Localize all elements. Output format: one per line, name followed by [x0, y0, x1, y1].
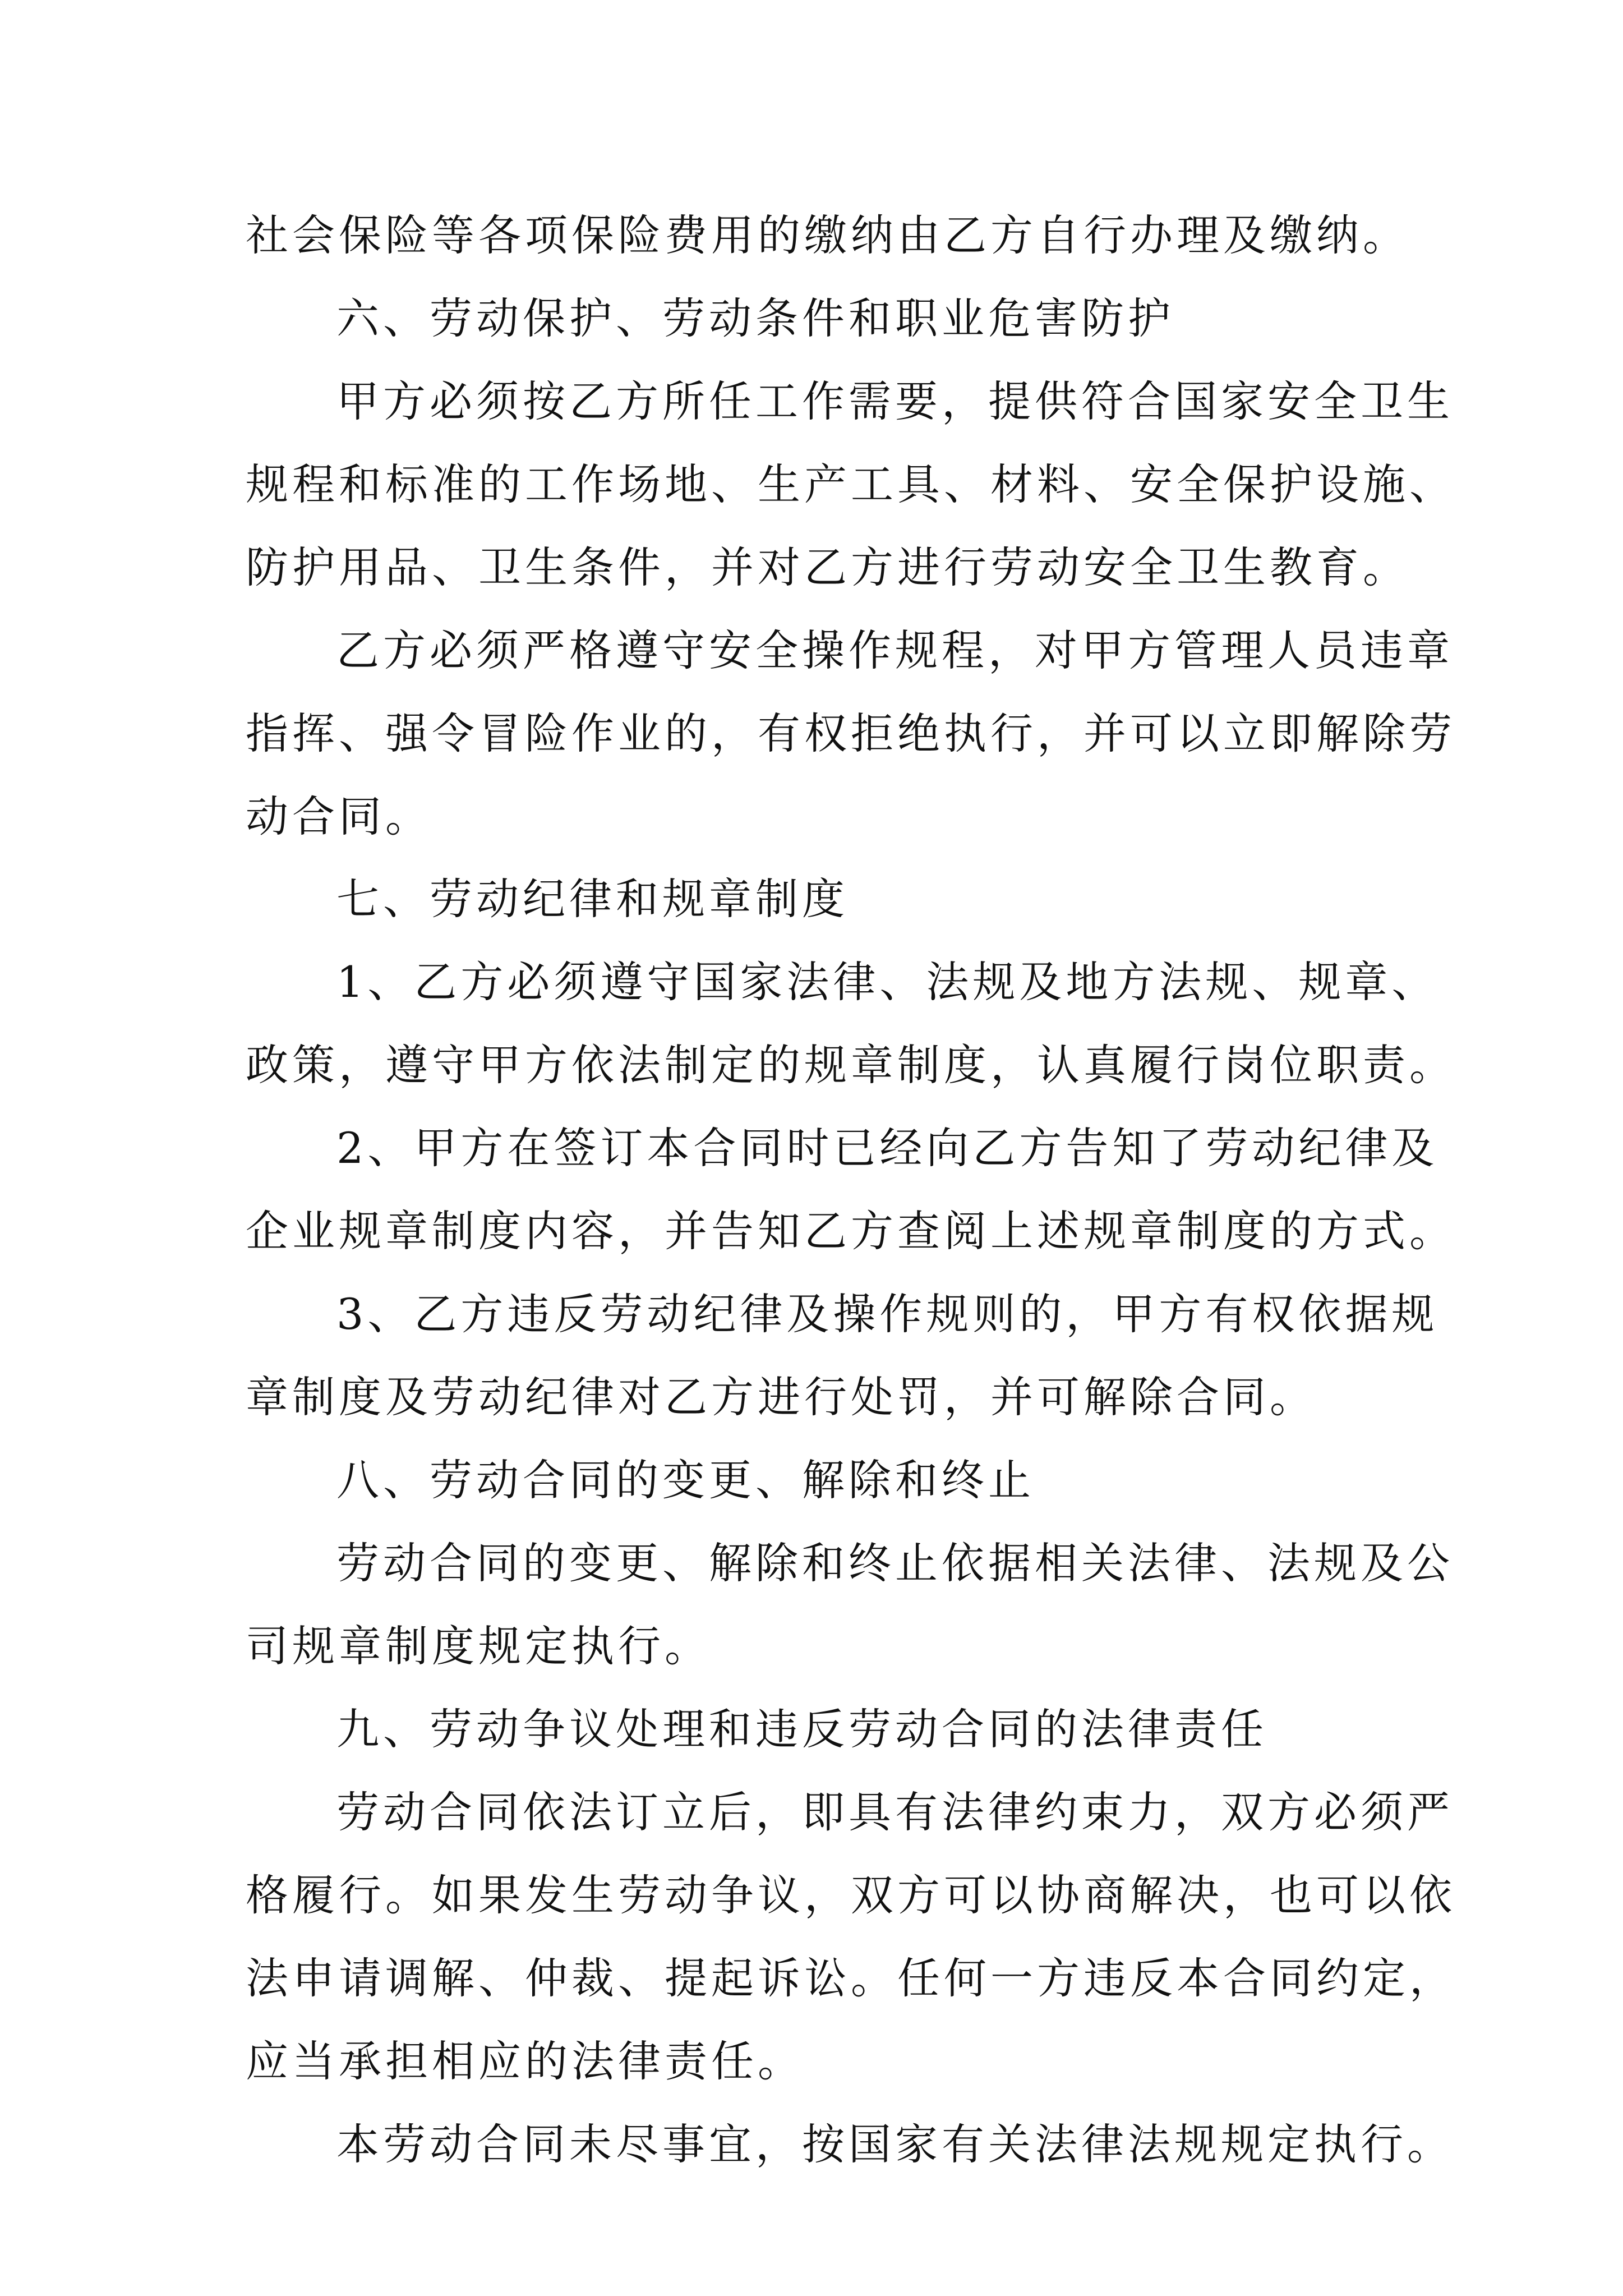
- paragraph-line: 乙方必须严格遵守安全操作规程，对甲方管理人员违章: [336, 625, 1454, 675]
- paragraph-line: 格履行。如果发生劳动争议，双方可以协商解决，也可以依: [246, 1870, 1456, 1920]
- section-heading: 七、劳动纪律和规章制度: [336, 874, 849, 924]
- paragraph-line: 本劳动合同未尽事宜，按国家有关法律法规规定执行。: [336, 2119, 1454, 2169]
- section-heading: 八、劳动合同的变更、解除和终止: [336, 1455, 1035, 1505]
- paragraph-line: 社会保险等各项保险费用的缴纳由乙方自行办理及缴纳。: [246, 210, 1409, 260]
- paragraph-line: 甲方必须按乙方所任工作需要，提供符合国家安全卫生: [336, 376, 1454, 426]
- paragraph-line: 法申请调解、仲裁、提起诉讼。任何一方违反本合同约定，: [246, 1953, 1456, 2003]
- paragraph-line: 章制度及劳动纪律对乙方进行处罚，并可解除合同。: [246, 1372, 1316, 1422]
- section-heading: 九、劳动争议处理和违反劳动合同的法律责任: [336, 1704, 1267, 1754]
- paragraph-line: 3、乙方违反劳动纪律及操作规则的，甲方有权依据规: [336, 1289, 1438, 1339]
- paragraph-line: 2、甲方在签订本合同时已经向乙方告知了劳动纪律及: [336, 1123, 1438, 1173]
- paragraph-line: 企业规章制度内容，并告知乙方查阅上述规章制度的方式。: [246, 1206, 1456, 1256]
- paragraph-line: 动合同。: [246, 792, 432, 841]
- section-heading: 六、劳动保护、劳动条件和职业危害防护: [336, 293, 1174, 343]
- paragraph-line: 劳动合同的变更、解除和终止依据相关法律、法规及公: [336, 1538, 1454, 1588]
- paragraph-line: 劳动合同依法订立后，即具有法律约束力，双方必须严: [336, 1787, 1454, 1837]
- paragraph-line: 司规章制度规定执行。: [246, 1621, 711, 1671]
- paragraph-line: 指挥、强令冒险作业的，有权拒绝执行，并可以立即解除劳: [246, 708, 1456, 758]
- paragraph-line: 应当承担相应的法律责任。: [246, 2036, 804, 2086]
- paragraph-line: 防护用品、卫生条件，并对乙方进行劳动安全卫生教育。: [246, 542, 1409, 592]
- paragraph-line: 政策，遵守甲方依法制定的规章制度，认真履行岗位职责。: [246, 1040, 1456, 1090]
- paragraph-line: 1、乙方必须遵守国家法律、法规及地方法规、规章、: [336, 957, 1438, 1007]
- paragraph-line: 规程和标准的工作场地、生产工具、材料、安全保护设施、: [246, 459, 1456, 509]
